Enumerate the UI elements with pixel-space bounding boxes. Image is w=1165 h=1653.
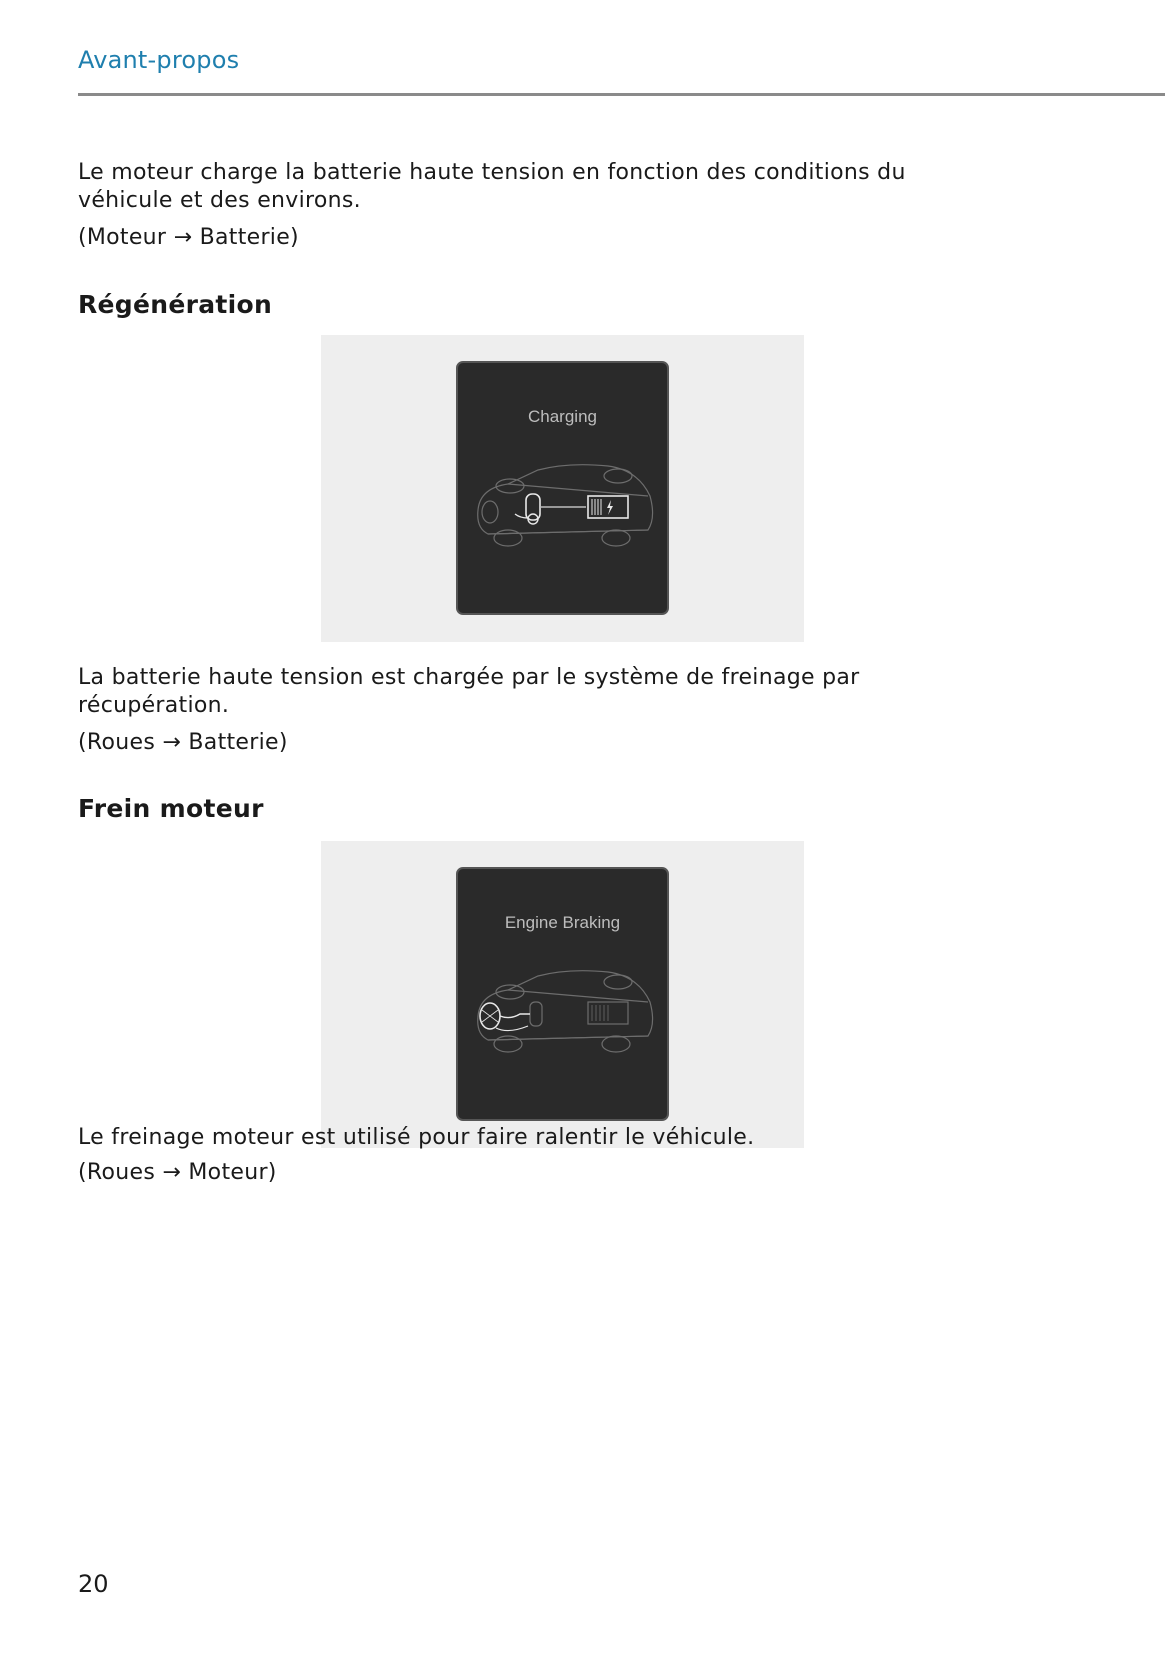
header-divider	[78, 93, 1165, 96]
engine-brake-paragraph	[78, 1124, 978, 1152]
regen-cluster-screen	[456, 361, 669, 615]
motor-icon	[526, 494, 540, 524]
intro-line-1: Le moteur charge la batterie haute tension en fonction des conditions du	[78, 160, 906, 185]
intro-flow: (Moteur → Batterie)	[78, 225, 299, 250]
battery-icon	[588, 496, 628, 518]
regen-heading: Régénération	[78, 290, 273, 319]
intro-line-2: véhicule et des environs.	[78, 188, 361, 213]
regen-figure	[321, 335, 804, 642]
car-powerflow-icon	[468, 964, 658, 1064]
engine-brake-line-1: Le freinage moteur est utilisé pour faire ralentir le véhicule.	[78, 1125, 755, 1150]
regen-screen-label: Charging	[528, 407, 597, 426]
page-number: 20	[78, 1570, 109, 1598]
regen-paragraph	[78, 664, 978, 720]
regen-line-1: La batterie haute tension est chargée par le système de freinage par	[78, 665, 860, 690]
engine-brake-figure	[321, 841, 804, 1148]
wheel-icon	[480, 1003, 500, 1029]
engine-brake-screen-label: Engine Braking	[504, 913, 621, 932]
engine-brake-flow: (Roues → Moteur)	[78, 1160, 277, 1185]
car-powerflow-icon	[468, 458, 658, 558]
engine-brake-heading: Frein moteur	[78, 794, 264, 823]
engine-brake-cluster-screen	[456, 867, 669, 1121]
section-title: Avant-propos	[78, 46, 240, 74]
intro-paragraph	[78, 159, 978, 215]
regen-line-2: récupération.	[78, 693, 230, 718]
regen-flow: (Roues → Batterie)	[78, 730, 288, 755]
